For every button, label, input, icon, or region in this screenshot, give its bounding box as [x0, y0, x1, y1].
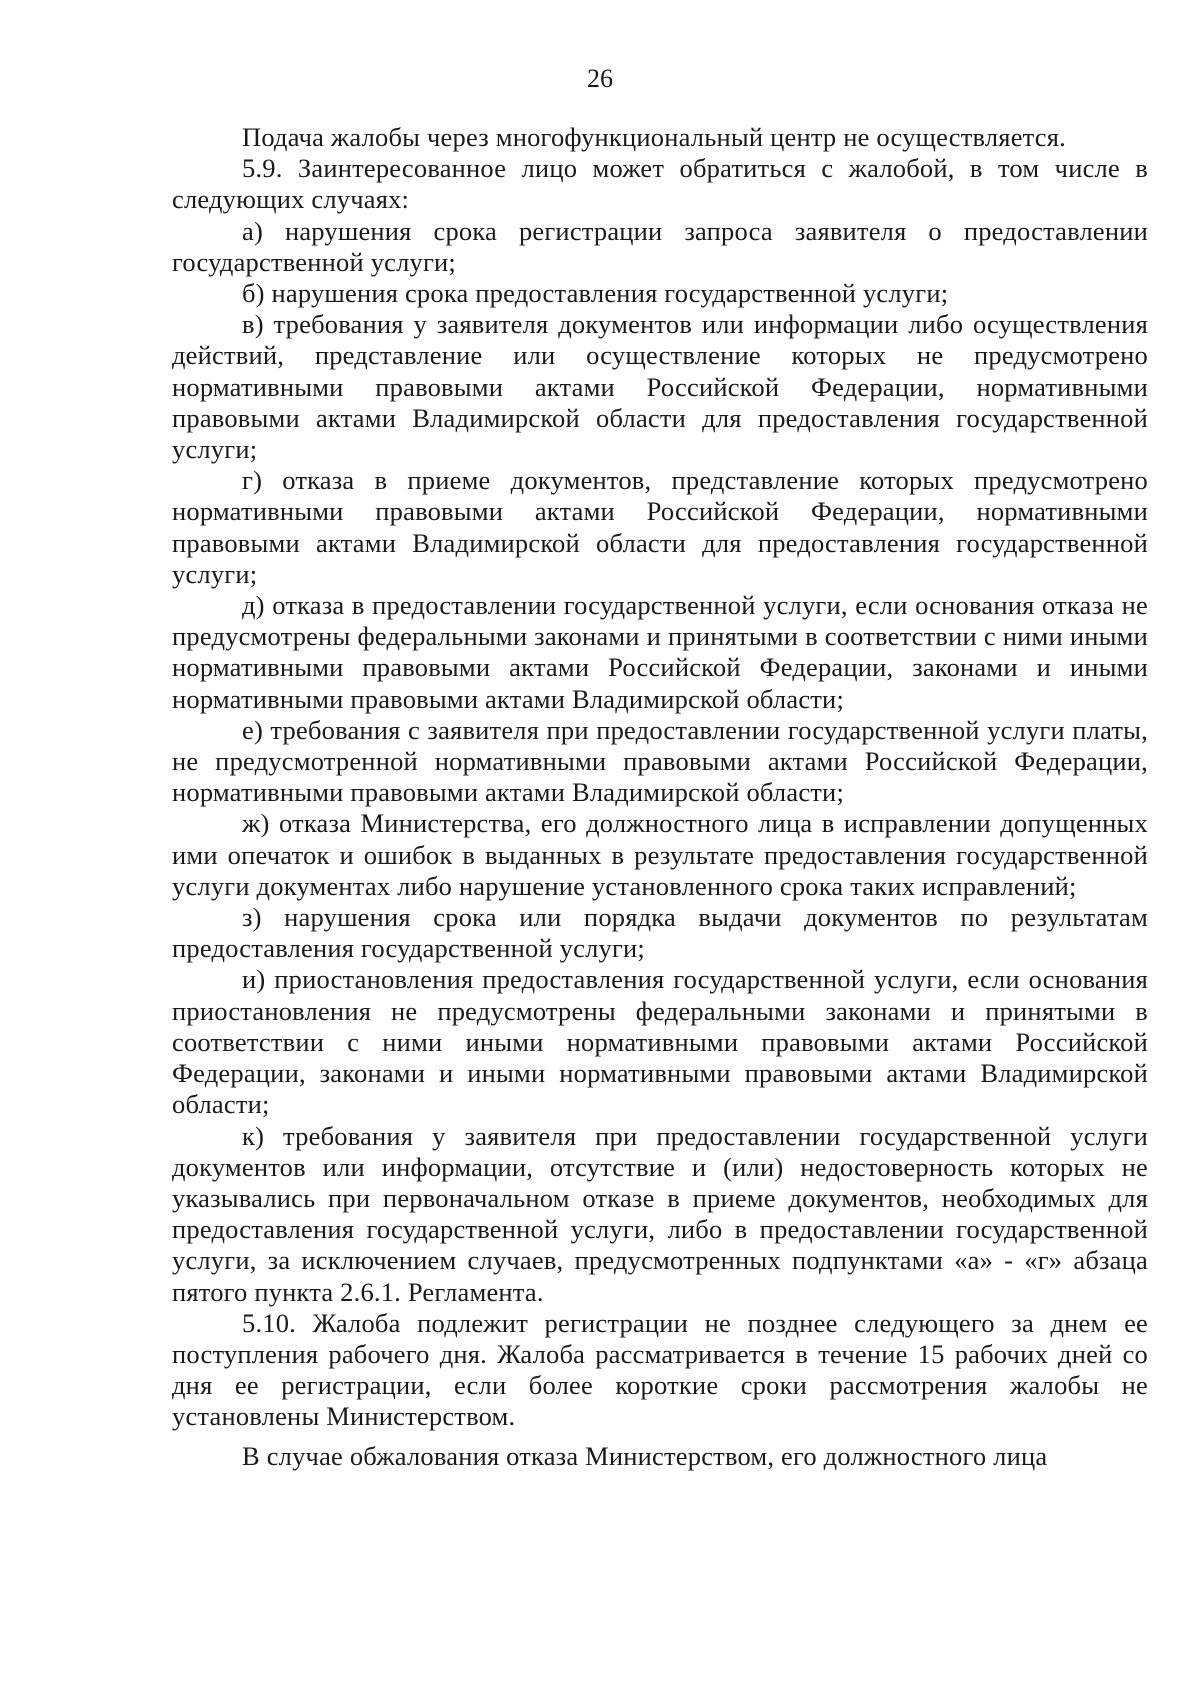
list-item-e: е) требования с заявителя при предоставлении государственной услуги платы, не предусмотренной нормативными правовыми актами Российской Федерации, нормативными правовыми актами Владимирской области;	[172, 714, 1148, 808]
list-item-a: а) нарушения срока регистрации запроса заявителя о предоставлении государственной услуги;	[172, 215, 1148, 277]
list-item-zh: ж) отказа Министерства, его должностного лица в исправлении допущенных ими опечаток и ошибок в выданных в результате предоставления государственной услуги документах либо нарушение установленного срока таких исправлений;	[172, 808, 1148, 901]
paragraph-complaint-mfc: Подача жалобы через многофункциональный центр не осуществляется.	[242, 122, 1066, 152]
list-item-d: д) отказа в предоставлении государственной услуги, если основания отказа не предусмотрены федеральными законами и принятыми в соответствии с ними иными нормативными правовыми актами Российской Федерации, законами и иными нормативными правовыми актами Владимирской области;	[172, 590, 1148, 714]
paragraph-5-9: 5.9. Заинтересованное лицо может обратиться с жалобой, в том числе в следующих случаях:	[172, 153, 1148, 215]
paragraph-appeal-refusal: В случае обжалования отказа Министерством, его должностного лица	[242, 1440, 1048, 1471]
list-item-g: г) отказа в приеме документов, представление которых предусмотрено нормативными правовыми актами Российской Федерации, нормативными правовыми актами Владимирской области для предоставления государственной услуги;	[172, 465, 1148, 589]
list-item-z: з) нарушения срока или порядка выдачи документов по результатам предоставления государственной услуги;	[172, 902, 1148, 964]
document-body	[172, 122, 1148, 1472]
list-item-i: и) приостановления предоставления государственной услуги, если основания приостановления не предусмотрены федеральными законами и принятыми в соответствии с ними иными нормативными правовыми актами Российской Федерации, законами и иными нормативными правовыми актами Владимирской области;	[172, 964, 1148, 1120]
list-item-b: б) нарушения срока предоставления государственной услуги;	[242, 278, 949, 309]
list-item-k: к) требования у заявителя при предоставлении государственной услуги документов или информации, отсутствие и (или) недостоверность которых не указывались при первоначальном отказе в приеме документов, необходимых для предоставления государственной услуги, либо в предоставлении государственной услуги, за исключением случаев, предусмотренных подпунктами «а» - «г» абзаца пятого пункта 2.6.1. Регламента.	[172, 1120, 1148, 1307]
paragraph-5-10: 5.10. Жалоба подлежит регистрации не позднее следующего за днем ее поступления рабочего дня. Жалоба рассматривается в течение 15 рабочих дней со дня ее регистрации, если более короткие сроки рассмотрения жалобы не установлены Министерством.	[172, 1307, 1148, 1432]
list-item-v: в) требования у заявителя документов или информации либо осуществления действий, представление или осуществление которых не предусмотрено нормативными правовыми актами Российской Федерации, нормативными правовыми актами Владимирской области для предоставления государственной услуги;	[172, 309, 1148, 465]
page-number: 26	[587, 64, 613, 93]
